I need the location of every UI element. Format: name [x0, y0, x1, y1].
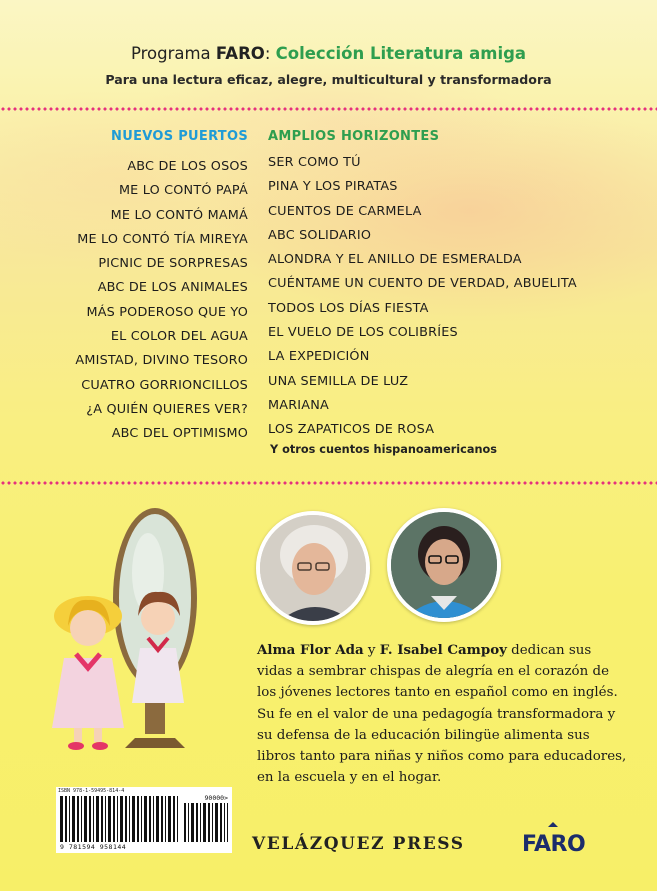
author-name-1: Alma Flor Ada — [257, 642, 364, 658]
barcode-bar — [165, 796, 166, 842]
bio-text: dedican sus vidas a sembrar chispas de alegría en el corazón de los jóvenes lectores tanto en español como en inglés. Su fe en el valor de una pedagogía transformadora y su defensa de la educación bilingüe alimenta sus libros tanto para niñas y niños como para educadores, en la escuela y en el hogar. — [257, 643, 627, 786]
barcode-bar — [191, 803, 194, 842]
barcode-bar — [149, 796, 151, 842]
program-subtitle: Para una lectura eficaz, alegre, multicultural y transformadora — [105, 72, 552, 87]
publisher-name: VELÁZQUEZ PRESS — [252, 834, 465, 854]
amplios-horizontes-item: ABC SOLIDARIO — [268, 227, 372, 243]
bio-joiner: y — [363, 643, 380, 658]
nuevos-puertos-item: ME LO CONTÓ MAMÁ — [110, 207, 248, 223]
nuevos-puertos-item: EL COLOR DEL AGUA — [110, 329, 248, 345]
barcode-bar — [77, 796, 79, 842]
barcode-bar — [161, 796, 163, 842]
barcode-bar — [215, 803, 218, 842]
barcode-bar — [81, 796, 82, 842]
program-title — [0, 44, 657, 63]
barcode-bar — [153, 796, 154, 842]
barcode-bar — [173, 796, 175, 842]
barcode-bar — [105, 796, 106, 842]
amplios-horizontes-item: LOS ZAPATICOS DE ROSA — [268, 422, 435, 438]
dotted-divider-bottom — [0, 481, 657, 485]
barcode-bar — [212, 803, 213, 842]
barcode-digits: 9 781594 958144 — [60, 843, 127, 851]
barcode-bar — [96, 796, 99, 842]
barcode-bar — [72, 796, 75, 842]
program-sep: : — [264, 44, 276, 63]
barcode-bar — [117, 796, 118, 842]
author-photo-icon — [260, 515, 366, 621]
amplios-horizontes-item: SER COMO TÚ — [268, 155, 361, 170]
nuevos-puertos-item: CUATRO GORRIONCILLOS — [81, 377, 248, 393]
barcode-bar — [144, 796, 147, 842]
amplios-horizontes-item: ALONDRA Y EL ANILLO DE ESMERALDA — [268, 252, 522, 268]
amplios-horizontes-item: UNA SEMILLA DE LUZ — [268, 373, 409, 389]
barcode-bar — [141, 796, 142, 842]
barcode-bar — [188, 803, 189, 842]
nuevos-puertos-item: AMISTAD, DIVINO TESORO — [75, 353, 248, 369]
barcode-bar — [89, 796, 91, 842]
price-code: 90000> — [204, 794, 228, 802]
amplios-horizontes-item: CUÉNTAME UN CUENTO DE VERDAD, ABUELITA — [268, 276, 577, 292]
other-tales-note: Y otros cuentos hispanoamericanos — [270, 443, 498, 456]
barcode-bar — [120, 796, 123, 842]
barcode-bar — [227, 803, 228, 842]
barcode-bar — [132, 796, 135, 842]
author-photo-icon — [391, 512, 497, 618]
barcode-bar — [156, 796, 159, 842]
amplios-horizontes-item: MARIANA — [268, 397, 329, 413]
barcode-bar — [125, 796, 127, 842]
barcode-bar — [113, 796, 115, 842]
barcode-bar — [84, 796, 87, 842]
amplios-horizontes-item: TODOS LOS DÍAS FIESTA — [268, 300, 429, 316]
program-prefix: Programa — [130, 44, 216, 63]
barcode-bar — [65, 796, 67, 842]
nuevos-puertos-item: ¿A QUIÉN QUIERES VER? — [86, 401, 248, 417]
author-photo-alma-flor-ada — [256, 511, 370, 625]
collection-name: Colección Literatura amiga — [275, 44, 527, 63]
nuevos-puertos-item: ABC DE LOS ANIMALES — [97, 280, 248, 296]
amplios-horizontes-title: AMPLIOS HORIZONTES — [268, 129, 440, 144]
faro-logo-text: FARO — [522, 832, 586, 857]
barcode-bar — [101, 796, 103, 842]
barcode-bar — [60, 796, 63, 842]
barcode-bar — [108, 796, 111, 842]
amplios-horizontes-item: EL VUELO DE LOS COLIBRÍES — [268, 325, 458, 341]
barcode-bar — [184, 803, 186, 842]
isbn-barcode — [56, 787, 232, 853]
mirror-icon — [113, 508, 197, 748]
nuevos-puertos-item: ME LO CONTÓ TÍA MIREYA — [77, 231, 248, 247]
nuevos-puertos-item: ABC DE LOS OSOS — [127, 159, 248, 174]
nuevos-puertos-list — [75, 155, 248, 447]
isbn-text: ISBN 978-1-59495-814-4 — [58, 788, 125, 794]
barcode-addon-bars — [184, 803, 228, 842]
author-name-2: F. Isabel Campoy — [379, 642, 507, 658]
amplios-horizontes-item: LA EXPEDICIÓN — [268, 349, 370, 365]
barcode-bar — [203, 803, 206, 842]
amplios-horizontes-list — [268, 151, 577, 443]
faro-lighthouse-icon — [547, 822, 559, 836]
authors-bio — [257, 640, 627, 788]
nuevos-puertos-item: MÁS PODEROSO QUE YO — [86, 304, 248, 320]
barcode-bar — [177, 796, 178, 842]
barcode-bar — [129, 796, 130, 842]
barcode-bar — [137, 796, 139, 842]
nuevos-puertos-title: NUEVOS PUERTOS — [111, 129, 248, 144]
barcode-bars — [60, 796, 178, 842]
program-brand: FARO — [215, 44, 265, 63]
amplios-horizontes-item: CUENTOS DE CARMELA — [268, 203, 422, 219]
dotted-divider-top — [0, 107, 657, 111]
girl-illustration-icon — [52, 596, 124, 750]
barcode-bar — [93, 796, 94, 842]
barcode-bar — [168, 796, 171, 842]
barcode-bar — [196, 803, 198, 842]
author-photo-isabel-campoy — [387, 508, 501, 622]
nuevos-puertos-item: ABC DEL OPTIMISMO — [111, 426, 248, 442]
faro-logo — [522, 832, 585, 857]
barcode-bar — [200, 803, 201, 842]
girl-mirror-illustration — [40, 498, 210, 768]
nuevos-puertos-item: PICNIC DE SORPRESAS — [98, 256, 248, 272]
barcode-bar — [224, 803, 225, 842]
barcode-bar — [69, 796, 70, 842]
barcode-bar — [220, 803, 222, 842]
nuevos-puertos-item: ME LO CONTÓ PAPÁ — [118, 183, 248, 199]
amplios-horizontes-item: PINA Y LOS PIRATAS — [268, 179, 398, 195]
barcode-bar — [208, 803, 210, 842]
